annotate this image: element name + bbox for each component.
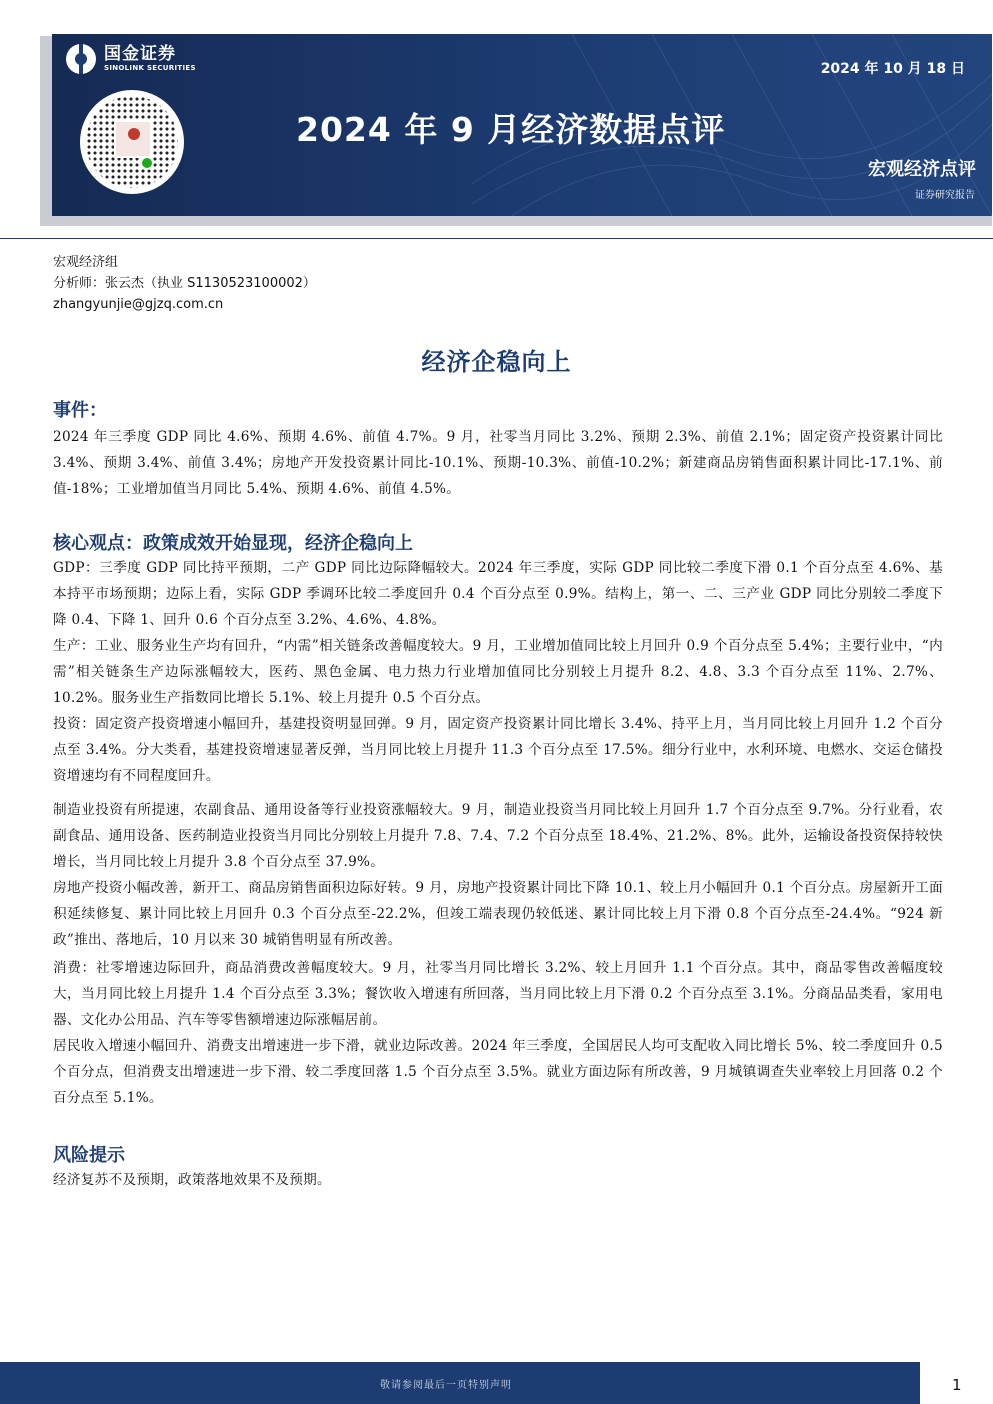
qr-code-icon bbox=[80, 90, 184, 194]
report-subtype: 证券研究报告 bbox=[915, 190, 975, 201]
analyst-email[interactable]: zhangyunjie@gjzq.com.cn bbox=[53, 297, 224, 312]
sinolink-logo-icon bbox=[66, 44, 96, 74]
core-paragraph-income: 居民收入增速小幅回升、消费支出增速进一步下滑，就业边际改善。2024 年三季度，全国居民人均可支配收入同比增长 5%、较二季度回升 0.5 个百分点，但消费支出增速进一步下滑、较二季度回落 1.5 个百分点至 3.5%。就业方面边际有所改善，9 月城镇调查失业率较上月回落 0.2 个百分点至 5.1%。 bbox=[53, 1038, 943, 1106]
analyst-info bbox=[53, 252, 316, 315]
report-title: 2024 年 9 月经济数据点评 bbox=[296, 110, 726, 149]
core-paragraph-manufacturing: 制造业投资有所提速，农副食品、通用设备等行业投资涨幅较大。9 月，制造业投资当月同比较上月回升 1.7 个百分点至 9.7%。分行业看，农副食品、通用设备、医药制造业投资当月同比分别较上月提升 7.8、7.4、7.2 个百分点至 18.4%、21.2%、8%。此外，运输设备投资保持较快增长，当月同比较上月提升 3.8 个百分点至 37.9%。 bbox=[53, 802, 943, 870]
core-paragraph-gdp: GDP：三季度 GDP 同比持平预期，二产 GDP 同比边际降幅较大。2024 年三季度，实际 GDP 同比较二季度下滑 0.1 个百分点至 4.6%、基本持平市场预期；边际上看，实际 GDP 季调环比较二季度回升 0.4 个百分点至 0.9%。结构上，第一、二、三产业 GDP 同比分别较二季度下降 0.4、下降 1、回升 0.6 个百分点至 3.2%、4.6%、4.8%。 bbox=[53, 560, 943, 628]
report-date: 2024 年 10 月 18 日 bbox=[820, 61, 965, 77]
section-heading-risk: 风险提示 bbox=[53, 1145, 125, 1166]
core-paragraph-investment: 投资：固定资产投资增速小幅回升，基建投资明显回弹。9 月，固定资产投资累计同比增长 3.4%、持平上月，当月同比较上月回升 1.2 个百分点至 3.4%。分大类看，基建投资增速显著反弹，当月同比较上月提升 11.3 个百分点至 17.5%。细分行业中，水利环境、电燃水、交运仓储投资增速均有不同程度回升。 bbox=[53, 716, 943, 784]
logo-chinese-name: 国金证券 bbox=[104, 44, 176, 64]
core-paragraph-real-estate: 房地产投资小幅改善，新开工、商品房销售面积边际好转。9 月，房地产投资累计同比下降 10.1、较上月小幅回升 0.1 个百分点。房屋新开工面积延续修复、累计同比较上月回升 0.3 个百分点至-22.2%，但竣工端表现仍较低迷、累计同比较上月下滑 0.8 个百分点至-24.4%。“924 新政”推出、落地后，10 月以来 30 城销售明显有所改善。 bbox=[53, 880, 943, 948]
core-paragraph-production: 生产：工业、服务业生产均有回升，“内需”相关链条改善幅度较大。9 月，工业增加值同比较上月回升 0.9 个百分点至 5.4%；主要行业中，“内需”相关链条生产边际涨幅较大，医药、黑色金属、电力热力行业增加值同比分别较上月提升 8.2、4.8、3.3 个百分点至 11%、2.7%、10.2%。服务业生产指数同比增长 5.1%、较上月提升 0.5 个百分点。 bbox=[53, 638, 943, 706]
company-logo bbox=[66, 44, 196, 74]
header-divider bbox=[0, 238, 993, 239]
logo-english-name: SINOLINK SECURITIES bbox=[104, 64, 196, 72]
section-heading-core: 核心观点：政策成效开始显现，经济企稳向上 bbox=[53, 533, 413, 554]
event-paragraph: 2024 年三季度 GDP 同比 4.6%、预期 4.6%、前值 4.7%。9 月，社零当月同比 3.2%、预期 2.3%、前值 2.1%；固定资产投资累计同比 3.4%、预期 3.4%、前值 3.4%；房地产开发投资累计同比-10.1%、预期-10.3%、前值-10.2%；新建商品房销售面积累计同比-17.1%、前值-18%；工业增加值当月同比 5.4%、预期 4.6%、前值 4.5%。 bbox=[53, 429, 943, 497]
page-number: 1 bbox=[952, 1376, 962, 1394]
section-heading-event: 事件： bbox=[53, 400, 107, 421]
report-type: 宏观经济点评 bbox=[868, 159, 976, 180]
core-paragraph-consumption: 消费：社零增速边际回升，商品消费改善幅度较大。9 月，社零当月同比增长 3.2%、较上月回升 1.1 个百分点。其中，商品零售改善幅度较大，当月同比较上月提升 1.4 个百分点至 3.3%；餐饮收入增速有所回落，当月同比较上月下滑 0.2 个百分点至 3.1%。分商品品类看，家用电器、文化办公用品、汽车等零售额增速边际涨幅居前。 bbox=[53, 960, 943, 1028]
analyst-group: 宏观经济组 bbox=[53, 255, 119, 270]
main-title: 经济企稳向上 bbox=[421, 348, 572, 376]
analyst-name: 分析师：张云杰（执业 S1130523100002） bbox=[53, 276, 316, 291]
footer-notice: 敬请参阅最后一页特别声明 bbox=[380, 1380, 512, 1391]
risk-paragraph: 经济复苏不及预期，政策落地效果不及预期。 bbox=[53, 1172, 331, 1188]
